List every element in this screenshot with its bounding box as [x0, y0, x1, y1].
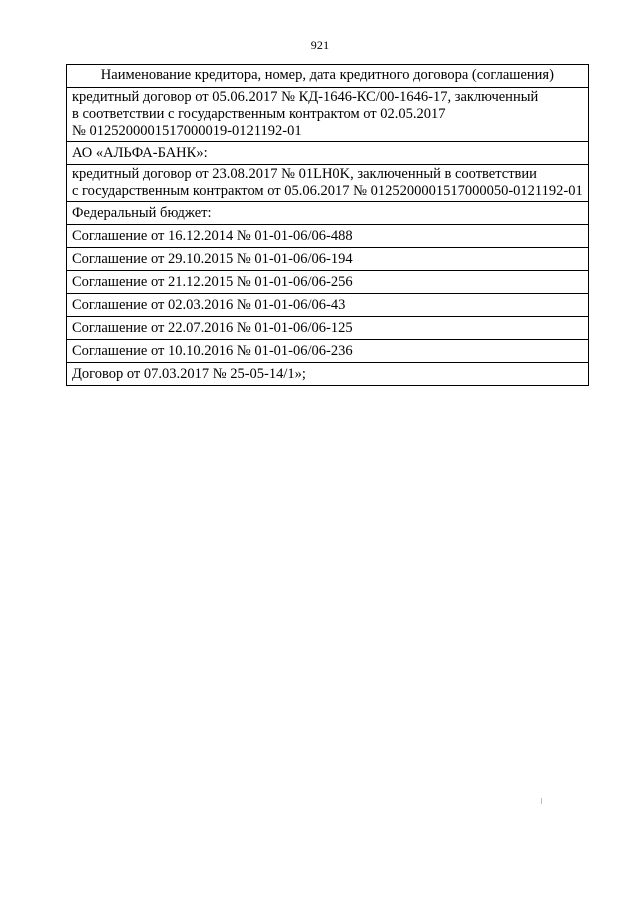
cell-line: Соглашение от 16.12.2014 № 01-01-06/06-488	[72, 227, 353, 244]
table-row	[67, 165, 589, 202]
cell-line: Соглашение от 21.12.2015 № 01-01-06/06-256	[72, 273, 353, 290]
cell-line: АО «АЛЬФА-БАНК»:	[72, 144, 208, 161]
cell-line: в соответствии с государственным контрактом от 02.05.2017	[72, 106, 446, 122]
cell-line: кредитный договор от 23.08.2017 № 01LH0K, заключенный в соответствии	[72, 166, 537, 182]
scan-mark	[541, 798, 542, 804]
cell-line: № 0125200001517000019-0121192-01	[72, 123, 302, 139]
table-row	[67, 340, 589, 363]
table-row	[67, 317, 589, 340]
table-cell	[67, 225, 589, 248]
table-row	[67, 248, 589, 271]
table-row	[67, 225, 589, 248]
table-cell	[67, 271, 589, 294]
table-cell	[67, 340, 589, 363]
table-row	[67, 363, 589, 386]
cell-line: с государственным контрактом от 05.06.2017 № 0125200001517000050-0121192-01	[72, 183, 583, 199]
table-cell	[67, 202, 589, 225]
table-cell	[67, 165, 589, 202]
cell-line: Соглашение от 29.10.2015 № 01-01-06/06-194	[72, 250, 353, 267]
cell-line: Соглашение от 22.07.2016 № 01-01-06/06-125	[72, 319, 353, 336]
column-header-creditor: Наименование кредитора, номер, дата кредитного договора (соглашения)	[67, 65, 589, 88]
table-cell	[67, 363, 589, 386]
table-cell	[67, 317, 589, 340]
table-row	[67, 294, 589, 317]
table-cell	[67, 88, 589, 142]
table-row	[67, 202, 589, 225]
cell-line: Федеральный бюджет:	[72, 204, 212, 221]
cell-line: Соглашение от 02.03.2016 № 01-01-06/06-43	[72, 296, 346, 313]
cell-line: кредитный договор от 05.06.2017 № КД-1646-КС/00-1646-17, заключенный	[72, 89, 539, 105]
creditors-table	[66, 64, 589, 386]
table-row	[67, 88, 589, 142]
cell-line: Договор от 07.03.2017 № 25-05-14/1»;	[72, 365, 306, 382]
cell-line: Соглашение от 10.10.2016 № 01-01-06/06-236	[72, 342, 353, 359]
table-header-row	[67, 65, 589, 88]
table-cell	[67, 142, 589, 165]
table-row	[67, 142, 589, 165]
table-cell	[67, 294, 589, 317]
page-number: 921	[310, 38, 330, 52]
table-cell	[67, 248, 589, 271]
table-row	[67, 271, 589, 294]
